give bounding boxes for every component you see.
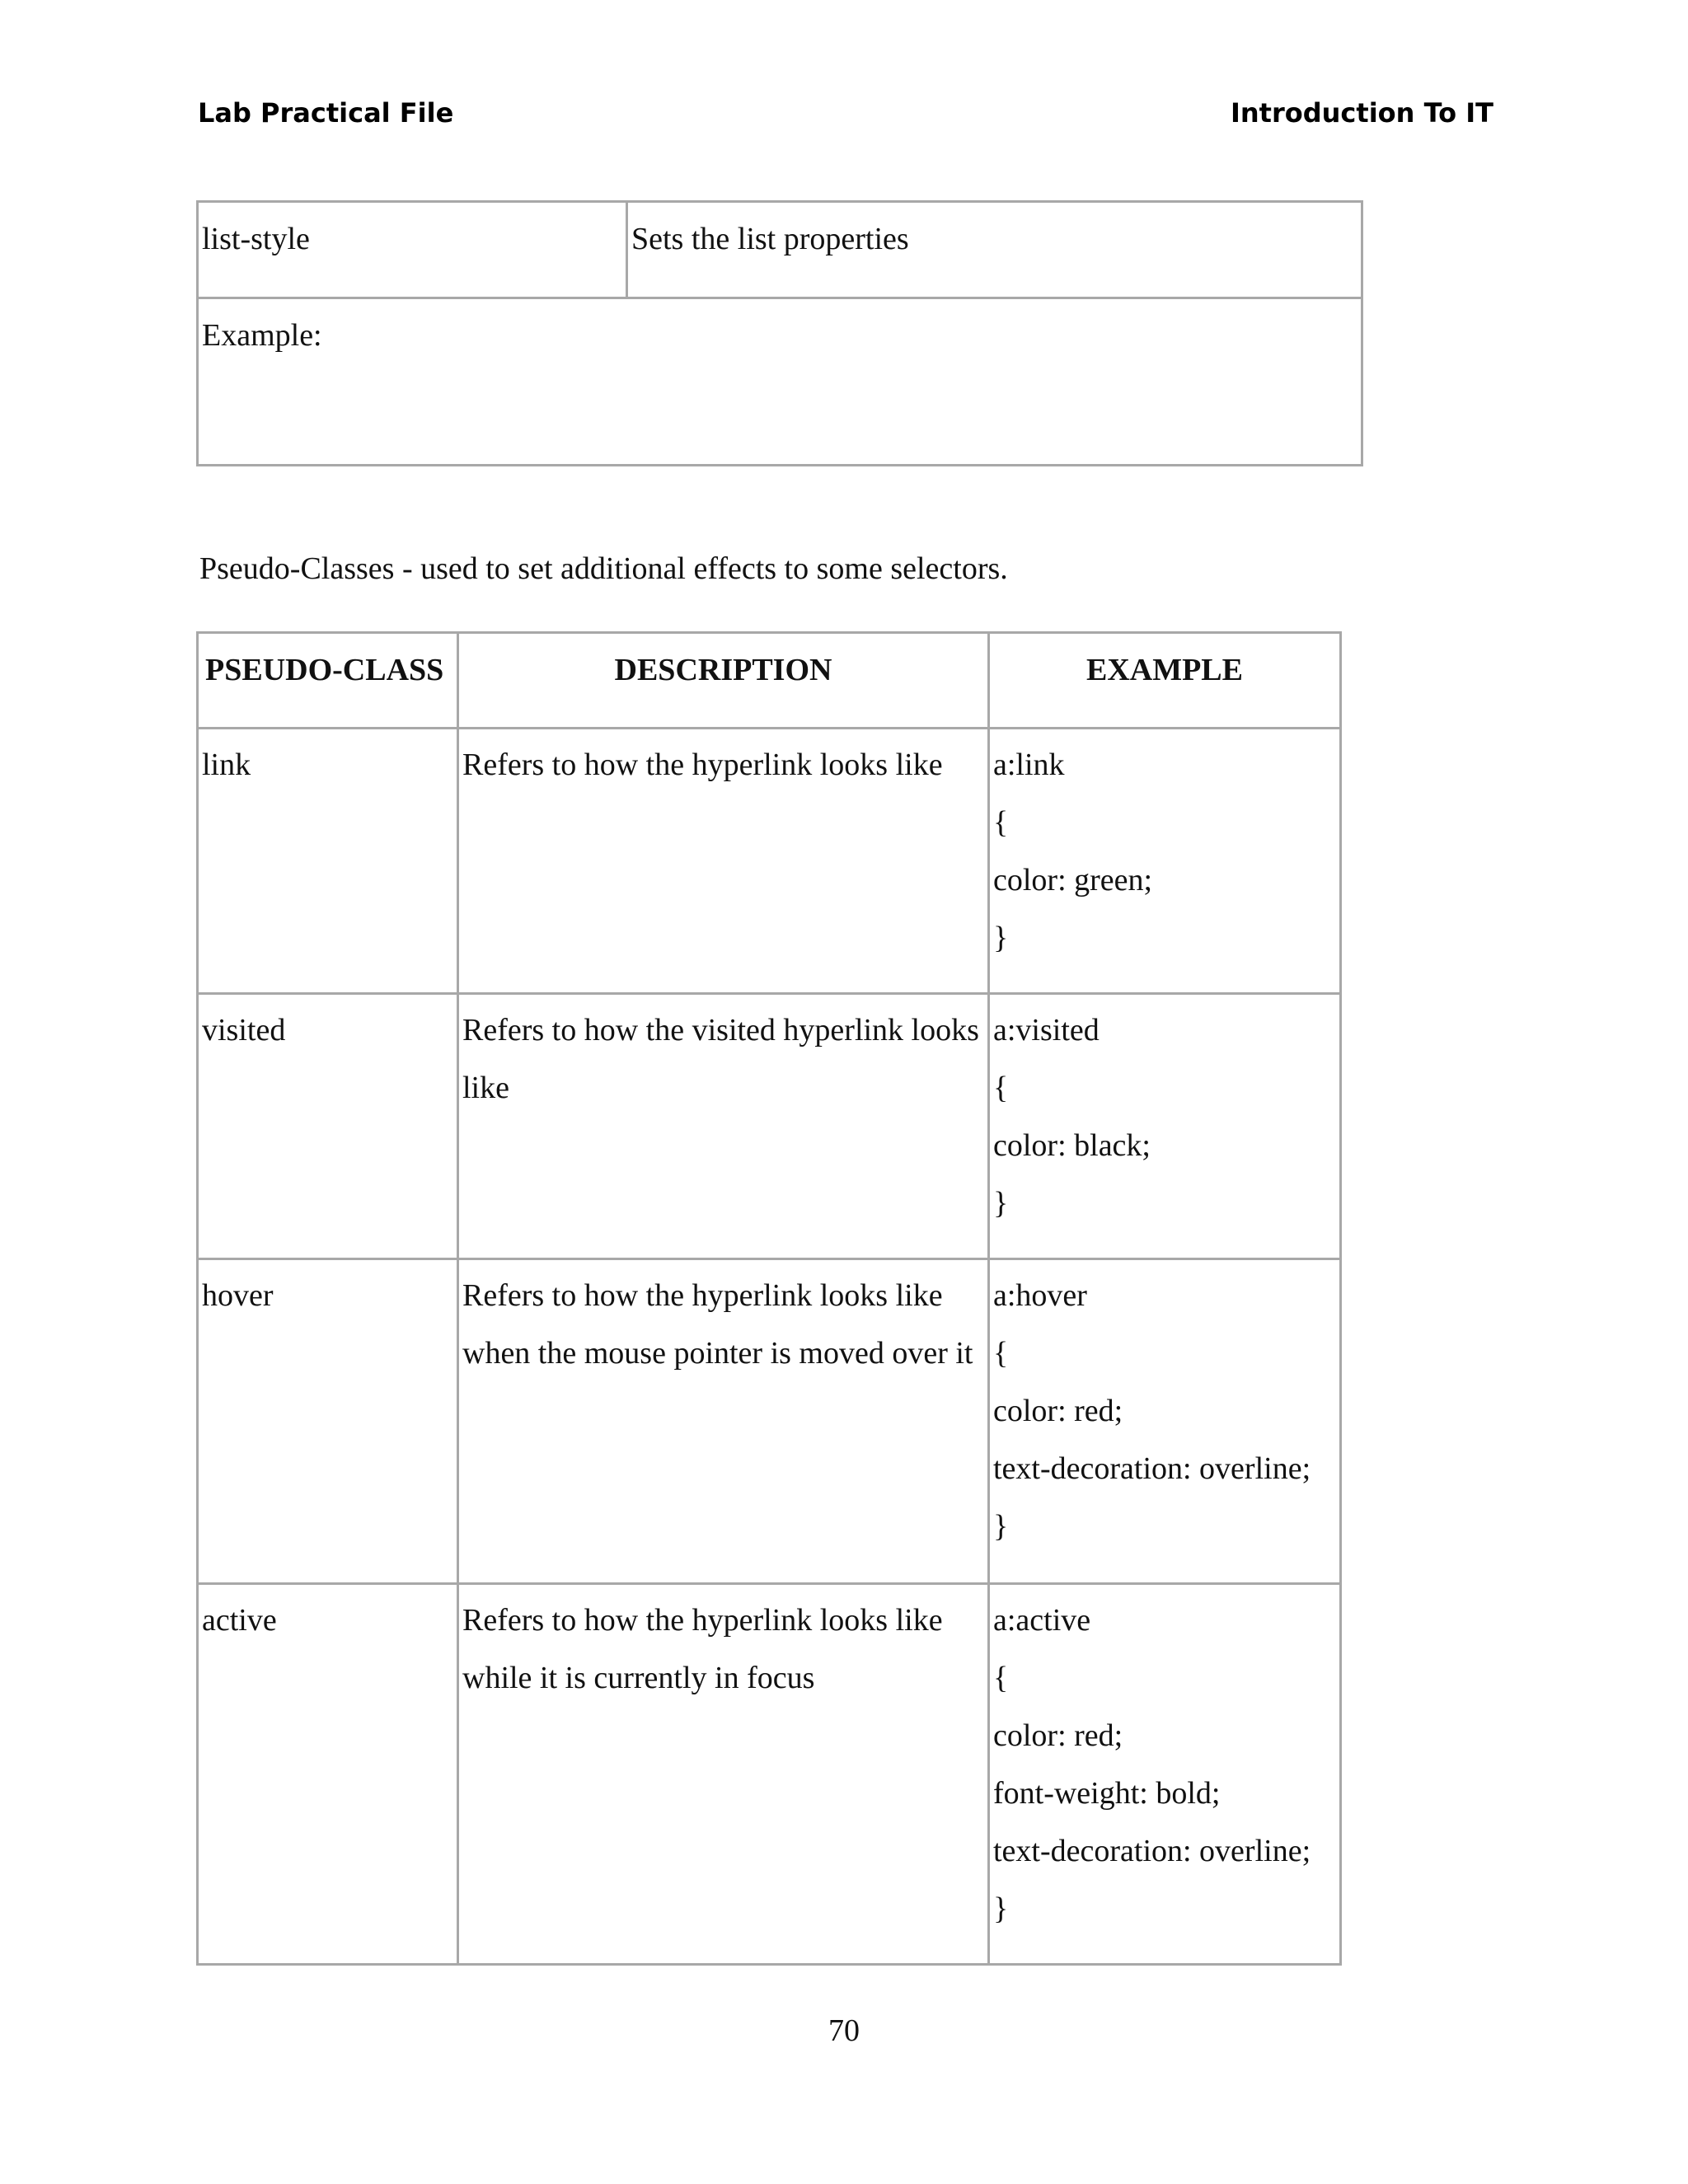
- code-line: {: [993, 1336, 1009, 1371]
- code-line: }: [993, 1509, 1009, 1544]
- page-number: 70: [828, 2013, 860, 2048]
- column-header-pseudo-class: PSEUDO-CLASS: [198, 633, 458, 729]
- intro-paragraph: Pseudo-Classes - used to set additional effects to some selectors.: [199, 551, 1008, 586]
- list-style-table: [196, 200, 1363, 466]
- pseudo-class-description: Refers to how the hyperlink looks like while it is currently in focus: [458, 1584, 989, 1965]
- code-line: color: green;: [993, 863, 1153, 898]
- code-line: color: black;: [993, 1128, 1151, 1163]
- pseudo-class-description: Refers to how the visited hyperlink looks like: [458, 994, 989, 1259]
- code-line: }: [993, 1891, 1009, 1926]
- pseudo-class-example: [989, 994, 1341, 1259]
- pseudo-class-name: link: [198, 729, 458, 994]
- code-line: color: red;: [993, 1394, 1123, 1428]
- table-row: [198, 1584, 1341, 1965]
- pseudo-class-description: Refers to how the hyperlink looks like when the mouse pointer is moved over it: [458, 1259, 989, 1584]
- code-line: {: [993, 805, 1009, 840]
- pseudo-class-name: active: [198, 1584, 458, 1965]
- code-line: }: [993, 921, 1009, 955]
- pseudo-class-name: visited: [198, 994, 458, 1259]
- header-right-title: Introduction To IT: [1230, 97, 1493, 129]
- code-line: a:hover: [993, 1278, 1087, 1313]
- table-row: [198, 1259, 1341, 1584]
- table-header-row: [198, 633, 1341, 729]
- code-line: a:visited: [993, 1013, 1100, 1047]
- page-header: [198, 97, 1493, 129]
- code-line: text-decoration: overline;: [993, 1834, 1311, 1868]
- code-line: {: [993, 1661, 1009, 1695]
- pseudo-class-example: [989, 1259, 1341, 1584]
- property-cell: list-style: [198, 202, 627, 298]
- pseudo-class-example: [989, 729, 1341, 994]
- pseudo-class-description: Refers to how the hyperlink looks like: [458, 729, 989, 994]
- table-row: [198, 729, 1341, 994]
- code-line: }: [993, 1186, 1009, 1221]
- pseudo-class-table: [196, 631, 1342, 1966]
- pseudo-class-example: [989, 1584, 1341, 1965]
- header-left-title: Lab Practical File: [198, 97, 454, 129]
- code-line: font-weight: bold;: [993, 1776, 1221, 1811]
- example-cell: Example:: [198, 298, 1362, 466]
- code-line: a:active: [993, 1603, 1091, 1638]
- table-row: [198, 202, 1362, 298]
- column-header-description: DESCRIPTION: [458, 633, 989, 729]
- pseudo-class-name: hover: [198, 1259, 458, 1584]
- description-cell: Sets the list properties: [627, 202, 1362, 298]
- code-line: color: red;: [993, 1718, 1123, 1753]
- code-line: {: [993, 1071, 1009, 1105]
- table-row: [198, 298, 1362, 466]
- table-row: [198, 994, 1341, 1259]
- column-header-example: EXAMPLE: [989, 633, 1341, 729]
- code-line: text-decoration: overline;: [993, 1451, 1311, 1486]
- code-line: a:link: [993, 748, 1065, 782]
